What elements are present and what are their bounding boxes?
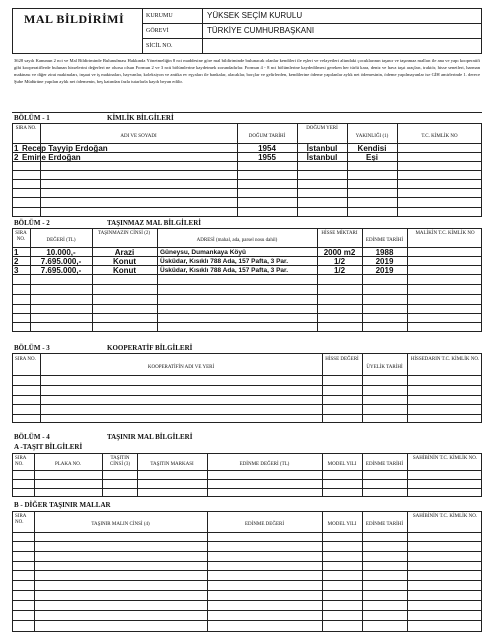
diger-col-sira: SIRA NO. bbox=[15, 514, 27, 525]
tasinmaz-row-3-value: 7.695.000,- bbox=[40, 266, 82, 275]
tasit-col-cinsi: TAŞITIN CİNSİ (3) bbox=[109, 456, 131, 467]
tasinmaz-row-1-type: Arazi bbox=[114, 248, 135, 257]
bolum2-col-degeri: DEĞERİ (TL) bbox=[46, 238, 76, 243]
bolum1-col-yakinligi: YAKINLIĞI (1) bbox=[355, 134, 389, 139]
diger-col-cinsi: TAŞINIR MALIN CİNSİ (4) bbox=[91, 522, 150, 527]
intro-paragraph: 3628 sayılı Kanunun 2 nci ve Mal Bildiriminde Bulunulması Hakkında Yönetmeliğin 8 nci maddesine göre mal bildiriminde bulunacak olanlar kendileri ile eşleri ve velayetleri altındaki çocuklarının taşınır ve taşınmaz malları ile ana ve yapı kooperatifi gibi kooperatiflerde bulunan hisselerini değerleri ne olursa olsun Formun 2 ve 3 ncü bölümlerine kaydetmek zorundadırlar. Formun 4 - 8 nci bölümlerine kaydedilmesi gereken her türlü kara, deniz ve hava taşıt araçları, traktör, hisse senetleri, harman makinası ve diğer zirai makinaları, inşaat ve iş makinaları, hayvanlar, koleksiyon ve antika ev eşyaları ile bankalar, alacaklar, borçlar ve gelirlerden, kendilerine ödeme yapılanlar aylık net ödemesinin, ödeme yapılmayanlar ise GİH amirlerinde 1. derece Şube Müdürüne yapılan aylık net ödemenin, beş katından fazla tutarlarla kaydı beyan edilir. bbox=[14, 58, 480, 85]
bolum2-col-cinsi: TAŞINMAZIN CİNSİ (2) bbox=[97, 231, 151, 236]
tasit-col-markasi: TAŞITIN MARKASI bbox=[150, 462, 194, 467]
bolum3-col-uyelik: ÜYELİK TARİHİ bbox=[366, 365, 403, 370]
kimlik-row-1-place: İstanbul bbox=[306, 144, 338, 153]
bolum1-col-dogum-tarihi: DOĞUM TARİHİ bbox=[248, 134, 286, 139]
bolum1-title: BÖLÜM - 1 bbox=[14, 114, 50, 122]
bolum3-col-hisse: HİSSE DEĞERİ bbox=[325, 357, 359, 362]
gorevi-value: TÜRKİYE CUMHURBAŞKANI bbox=[207, 26, 315, 35]
mal-bildirimi-form bbox=[12, 8, 482, 632]
bolum1-col-tc: T.C. KİMLİK NO bbox=[421, 134, 458, 139]
diger-col-sahibi: SAHİBİNİN T.C. KİMLİK NO. bbox=[412, 514, 478, 519]
tasit-col-sahibi: SAHİBİNİN T.C. KİMLİK NO. bbox=[412, 456, 478, 461]
bolum3-col-sira: SIRA NO. bbox=[15, 357, 36, 362]
tasinmaz-row-3-addr: Üsküdar, Kısıklı 788 Ada, 157 Pafta, 3 Par. bbox=[160, 267, 289, 274]
tasinmaz-row-2-no: 2 bbox=[14, 257, 19, 266]
tasinmaz-row-1-value: 10.000,- bbox=[46, 248, 76, 257]
bolum2-col-sira: SIRA NO. bbox=[15, 231, 27, 242]
bolum1-col-adi: ADI VE SOYADI bbox=[120, 134, 157, 139]
tasinmaz-row-2-type: Konut bbox=[112, 257, 137, 266]
tasit-col-edinme-tarihi: EDİNME TARİHİ bbox=[365, 462, 404, 467]
tasinmaz-row-2-share: 1/2 bbox=[333, 257, 346, 266]
tasinmaz-row-1-no: 1 bbox=[14, 248, 19, 257]
bolum1-col-sira: SIRA NO. bbox=[15, 126, 37, 131]
tasinmaz-row-2-date: 2019 bbox=[375, 257, 394, 266]
kimlik-row-1-rel: Kendisi bbox=[357, 144, 387, 153]
bolum3-title: BÖLÜM - 3 bbox=[14, 344, 50, 352]
tasinmaz-row-3-type: Konut bbox=[112, 266, 137, 275]
kimlik-row-2-no: 2 bbox=[14, 153, 19, 162]
kurum-value: YÜKSEK SEÇİM KURULU bbox=[207, 11, 303, 20]
kimlik-row-2-place: İstanbul bbox=[306, 153, 338, 162]
kooperatif-table bbox=[12, 353, 482, 423]
diger-col-edinme-tarihi: EDİNME TARİHİ bbox=[365, 522, 404, 527]
tasit-col-plaka: PLAKA NO. bbox=[54, 462, 82, 467]
diger-col-edinme-degeri: EDİNME DEĞERİ bbox=[244, 522, 285, 527]
diger-col-model: MODEL YILI bbox=[327, 522, 357, 527]
bolum4-sub-a: A -TAŞIT BİLGİLERİ bbox=[14, 443, 83, 451]
tasinmaz-row-1-addr: Güneysu, Dumankaya Köyü bbox=[160, 249, 246, 256]
bolum3-col-adi: KOOPERATİFİN ADI VE YERİ bbox=[147, 365, 215, 370]
tasinmaz-row-3-share: 1/2 bbox=[333, 266, 346, 275]
bolum3-col-hissedar: HİSSEDARIN T.C. KİMLİK NO. bbox=[410, 357, 480, 362]
kimlik-row-2-rel: Eşi bbox=[365, 153, 378, 162]
diger-tasinir-table bbox=[12, 511, 482, 632]
bolum2-col-adresi: ADRESİ (mahal, ada, parsel nosu dahil) bbox=[196, 238, 278, 243]
kurum-label: KURUMU bbox=[146, 13, 173, 19]
kimlik-row-2-year: 1955 bbox=[258, 153, 276, 162]
bolum4-sub-b: B - DİĞER TAŞINIR MALLAR bbox=[14, 501, 111, 509]
tasinmaz-row-1-share: 2000 m2 bbox=[323, 248, 356, 257]
gorevi-label: GÖREVİ bbox=[146, 28, 169, 34]
tasit-col-model: MODEL YILI bbox=[327, 462, 357, 467]
bolum4-heading: TAŞINIR MAL BİLGİLERİ bbox=[107, 433, 193, 441]
bolum1-col-dogum-yeri: DOĞUM YERİ bbox=[306, 126, 338, 131]
bolum1-heading: KİMLİK BİLGİLERİ bbox=[107, 114, 174, 122]
kimlik-row-2-name: Emine Erdoğan bbox=[22, 153, 81, 162]
tasinmaz-row-1-date: 1988 bbox=[375, 248, 394, 257]
bolum2-heading: TAŞINMAZ MAL BİLGİLERİ bbox=[107, 219, 202, 227]
tasit-col-edinme-degeri: EDİNME DEĞERİ (TL) bbox=[239, 462, 290, 467]
bolum2-col-edinme: EDİNME TARİHİ bbox=[365, 238, 404, 243]
bolum2-col-malik: MALİKİN T.C. KİMLİK NO bbox=[415, 231, 475, 236]
tasinmaz-row-3-date: 2019 bbox=[375, 266, 394, 275]
kimlik-row-1-year: 1954 bbox=[258, 144, 276, 153]
form-title: MAL BİLDİRİMİ bbox=[24, 12, 125, 26]
bolum2-title: BÖLÜM - 2 bbox=[14, 219, 50, 227]
bolum2-col-hisse: HİSSE MİKTARI bbox=[321, 231, 358, 236]
kimlik-row-1-name: Recep Tayyip Erdoğan bbox=[22, 144, 108, 153]
tasinmaz-row-2-value: 7.695.000,- bbox=[40, 257, 82, 266]
bolum3-heading: KOOPERATİF BİLGİLERİ bbox=[107, 344, 193, 352]
tasinmaz-row-3-no: 3 bbox=[14, 266, 19, 275]
bolum4-title: BÖLÜM - 4 bbox=[14, 433, 50, 441]
sicil-label: SİCİL NO. bbox=[146, 43, 173, 49]
tasinmaz-row-2-addr: Üsküdar, Kısıklı 788 Ada, 157 Pafta, 3 Par. bbox=[160, 258, 289, 265]
tasit-col-sira: SIRA NO. bbox=[15, 456, 27, 467]
kimlik-row-1-no: 1 bbox=[14, 144, 19, 153]
